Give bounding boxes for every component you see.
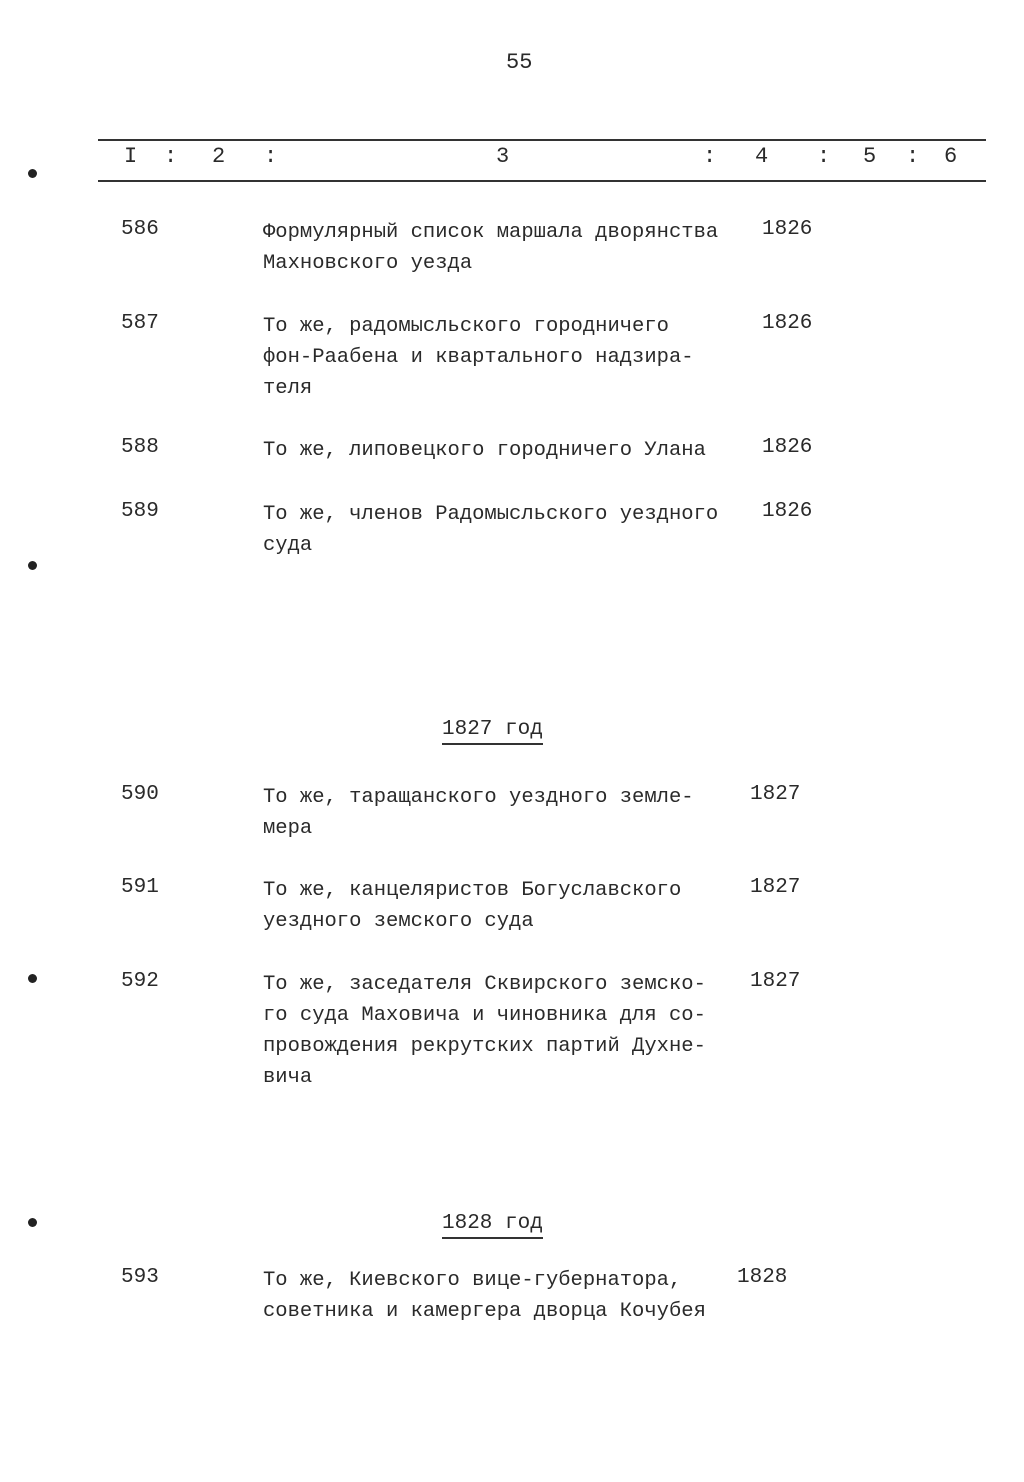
entry-number: 591	[121, 876, 159, 899]
column-header-4: 4	[755, 144, 769, 169]
column-header-3: 3	[496, 144, 510, 169]
punch-hole	[28, 974, 37, 983]
entry-description	[263, 499, 718, 561]
description-line: уездного земского суда	[263, 910, 534, 933]
description-line: Махновского уезда	[263, 252, 473, 275]
entry-number: 592	[121, 970, 159, 993]
table-header-bottom-rule	[98, 180, 986, 182]
column-separator: :	[264, 144, 278, 169]
column-separator: :	[703, 144, 717, 169]
page-number: 55	[506, 50, 533, 75]
entry-year: 1828	[737, 1266, 788, 1289]
section-heading-1827	[442, 718, 543, 745]
entry-number: 586	[121, 218, 159, 241]
description-line: То же, канцеляристов Богуславского	[263, 879, 682, 902]
entry-year: 1826	[762, 436, 813, 459]
description-line: фон-Раабена и квартального надзира-	[263, 346, 694, 369]
entry-description	[263, 435, 706, 466]
description-line: То же, радомысльского городничего	[263, 315, 669, 338]
entry-number: 587	[121, 312, 159, 335]
punch-hole	[28, 1218, 37, 1227]
entry-description	[263, 217, 718, 279]
description-line: То же, членов Радомысльского уездного	[263, 503, 719, 526]
entry-description	[263, 311, 694, 404]
description-line: мера	[263, 817, 313, 840]
description-line: То же, липовецкого городничего Улана	[263, 439, 706, 462]
heading-text: 1828 год	[442, 1212, 543, 1239]
entry-number: 589	[121, 500, 159, 523]
entry-number: 593	[121, 1266, 159, 1289]
column-header-6: 6	[944, 144, 958, 169]
entry-description	[263, 969, 706, 1093]
column-separator: :	[906, 144, 920, 169]
entry-description	[263, 1265, 706, 1327]
description-line: советника и камергера дворца Кочубея	[263, 1300, 706, 1323]
column-header-2: 2	[212, 144, 226, 169]
description-line: суда	[263, 534, 313, 557]
description-line: теля	[263, 377, 313, 400]
punch-hole	[28, 561, 37, 570]
description-line: То же, таращанского уездного земле-	[263, 786, 694, 809]
description-line: провождения рекрутских партий Духне-	[263, 1035, 706, 1058]
entry-year: 1827	[750, 783, 801, 806]
heading-text: 1827 год	[442, 718, 543, 745]
entry-description	[263, 875, 681, 937]
description-line: Формулярный список маршала дворянства	[263, 221, 719, 244]
description-line: То же, Киевского вице-губернатора,	[263, 1269, 682, 1292]
description-line: го суда Маховича и чиновника для со-	[263, 1004, 706, 1027]
entry-year: 1826	[762, 218, 813, 241]
description-line: То же, заседателя Сквирского земско-	[263, 973, 706, 996]
entry-description	[263, 782, 694, 844]
entry-year: 1827	[750, 970, 801, 993]
column-separator: :	[164, 144, 178, 169]
entry-year: 1826	[762, 312, 813, 335]
entry-number: 588	[121, 436, 159, 459]
entry-number: 590	[121, 783, 159, 806]
entry-year: 1826	[762, 500, 813, 523]
punch-hole	[28, 169, 37, 178]
column-header-5: 5	[863, 144, 877, 169]
table-header-top-rule	[98, 139, 986, 141]
entry-year: 1827	[750, 876, 801, 899]
description-line: вича	[263, 1066, 313, 1089]
column-separator: :	[817, 144, 831, 169]
section-heading-1828	[442, 1212, 543, 1239]
column-header-1: I	[124, 144, 138, 169]
